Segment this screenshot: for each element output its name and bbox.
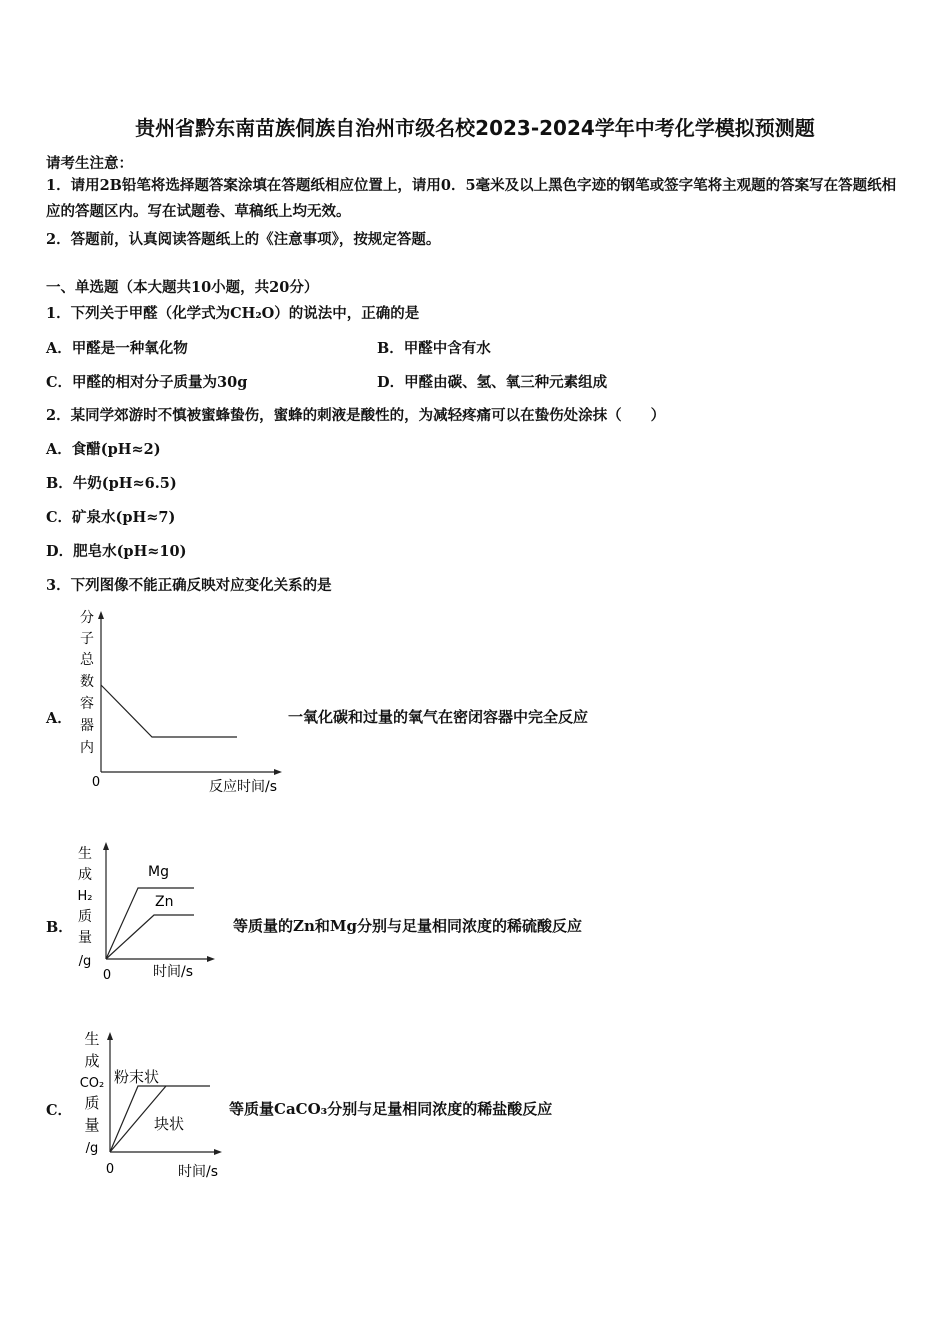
question-3-option-c-caption: 等质量CaCO₃分别与足量相同浓度的稀盐酸反应 — [229, 1100, 553, 1118]
notice-heading: 请考生注意： — [46, 155, 133, 172]
graph-b-series-mg: Mg — [148, 864, 169, 880]
graph-b-ylabel-2: H₂ — [77, 889, 93, 904]
graph-b-ylabel-3: 质 — [78, 909, 92, 925]
graph-c-ylabel-4: 量 — [84, 1116, 100, 1134]
graph-c-ylabel-5: /g — [85, 1141, 99, 1156]
graph-c — [70, 1022, 240, 1191]
notice-item-1: 1．请用2B铅笔将选择题答案涂填在答题纸相应位置上，请用0．5毫米及以上黑色字迹的钢笔或签字笔将主观题的答案写在答题纸相应的答题区内。写在试题卷、草稿纸上均无效。 — [46, 177, 897, 220]
graph-b-curve-zn — [106, 915, 194, 959]
section-heading: 一、单选题（本大题共10小题，共20分） — [46, 279, 319, 296]
notice-item-2: 2．答题前，认真阅读答题纸上的《注意事项》，按规定答题。 — [46, 231, 441, 248]
question-3-option-a-letter: A． — [46, 710, 72, 727]
graph-b-xlabel: 时间/s — [153, 964, 194, 980]
question-3-option-b-caption: 等质量的Zn和Mg分别与足量相同浓度的稀硫酸反应 — [233, 917, 582, 935]
graph-c-series-lump: 块状 — [154, 1115, 185, 1133]
graph-a-xlabel: 反应时间/s — [209, 779, 278, 795]
graph-c-ylabel-1: 成 — [84, 1052, 100, 1070]
question-1-stem: 1．下列关于甲醛（化学式为CH₂O）的说法中，正确的是 — [46, 305, 420, 322]
graph-b-y-arrow — [103, 842, 109, 850]
graph-b — [70, 836, 230, 990]
graph-a-ylabel-1: 子 — [80, 631, 94, 647]
graph-c-ylabel-2: CO₂ — [79, 1076, 105, 1091]
graph-c-ylabel-3: 质 — [84, 1094, 100, 1112]
question-3-option-b-letter: B． — [46, 919, 73, 936]
graph-a-curve — [101, 685, 237, 737]
question-1-option-c: C．甲醛的相对分子质量为30g — [46, 374, 248, 391]
page-title: 贵州省黔东南苗族侗族自治州市级名校2023-2024学年中考化学模拟预测题 — [135, 116, 815, 140]
graph-b-ylabel-5: /g — [78, 954, 92, 969]
graph-b-ylabel-4: 量 — [78, 930, 92, 946]
question-2-option-a: A．食醋(pH≈2) — [46, 441, 161, 458]
question-1-option-a: A．甲醛是一种氧化物 — [46, 340, 188, 357]
graph-a-ylabel-2: 总 — [80, 652, 94, 668]
graph-a-ylabel-4: 容 — [80, 696, 94, 712]
graph-a — [70, 605, 300, 804]
graph-a-ylabel-6: 内 — [80, 740, 94, 756]
graph-b-series-zn: Zn — [155, 894, 174, 910]
graph-a-ylabel-5: 器 — [80, 718, 94, 734]
graph-a-origin: 0 — [91, 775, 101, 790]
graph-c-y-arrow — [107, 1032, 113, 1040]
question-3-stem: 3．下列图像不能正确反映对应变化关系的是 — [46, 577, 332, 594]
graph-a-ylabel-3: 数 — [80, 674, 94, 690]
question-2-option-d: D．肥皂水(pH≈10) — [46, 543, 187, 560]
question-1-option-b: B．甲醛中含有水 — [377, 340, 491, 357]
graph-c-series-powder: 粉末状 — [114, 1068, 160, 1086]
graph-b-x-arrow — [207, 956, 215, 962]
question-3-option-a-caption: 一氧化碳和过量的氧气在密闭容器中完全反应 — [288, 708, 589, 726]
question-3-option-c-letter: C． — [46, 1102, 73, 1119]
graph-b-ylabel-0: 生 — [78, 846, 92, 862]
graph-a-x-arrow — [274, 769, 282, 775]
graph-b-curve-mg — [106, 888, 194, 959]
question-1-option-d: D．甲醛由碳、氢、氧三种元素组成 — [377, 374, 608, 391]
question-2-option-c: C．矿泉水(pH≈7) — [46, 509, 176, 526]
graph-c-xlabel: 时间/s — [178, 1164, 219, 1180]
graph-a-ylabel-0: 分 — [80, 610, 94, 626]
question-2-stem: 2．某同学郊游时不慎被蜜蜂蛰伤，蜜蜂的刺液是酸性的，为减轻疼痛可以在蛰伤处涂抹（ ） — [46, 407, 666, 424]
graph-b-ylabel-1: 成 — [78, 867, 92, 883]
graph-c-x-arrow — [214, 1149, 222, 1155]
graph-a-y-arrow — [98, 611, 104, 619]
graph-c-origin: 0 — [105, 1162, 115, 1177]
graph-b-origin: 0 — [102, 968, 112, 983]
question-2-option-b: B．牛奶(pH≈6.5) — [46, 475, 177, 492]
graph-c-ylabel-0: 生 — [84, 1030, 100, 1048]
